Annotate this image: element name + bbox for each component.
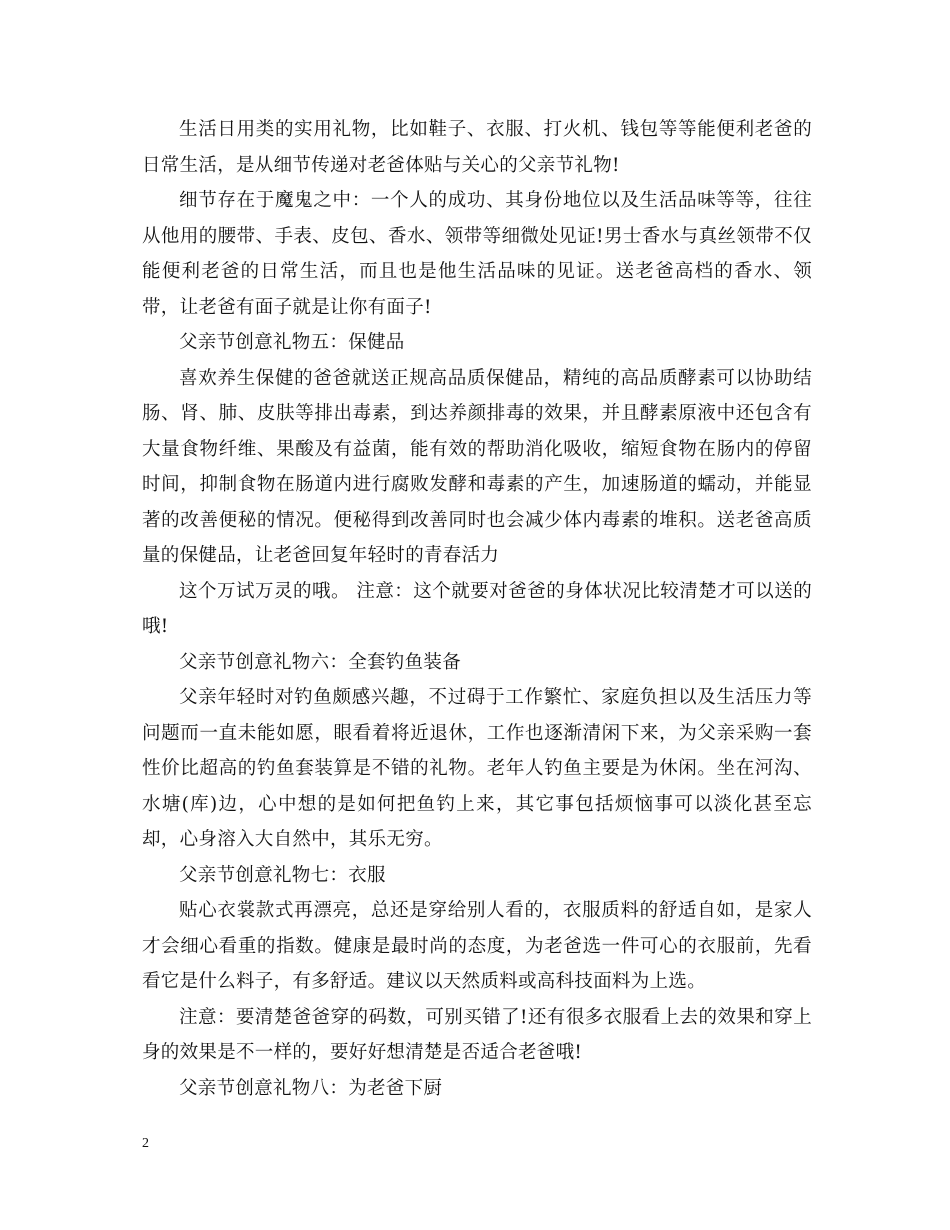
section-heading: 父亲节创意礼物五：保健品	[179, 332, 405, 353]
paragraph: 细节存在于魔鬼之中：一个人的成功、其身份地位以及生活品味等等，往往从他用的腰带、手表、皮包、香水、领带等细微处见证!男士香水与真丝领带不仅能便利老爸的日常生活，而且也是他生活品味的见证。送老爸高档的香水、领带，让老爸有面子就是让你有面子!	[142, 190, 812, 318]
section-heading: 父亲节创意礼物六：全套钓鱼装备	[179, 651, 462, 673]
paragraph: 贴心衣裳款式再漂亮，总还是穿给别人看的，衣服质料的舒适自如，是家人才会细心看重的指数。健康是最时尚的态度，为老爸选一件可心的衣服前，先看看它是什么料子，有多舒适。建议以天然质料或高科技面料为上选。	[142, 900, 812, 992]
paragraph: 喜欢养生保健的爸爸就送正规高品质保健品，精纯的高品质酵素可以协助结肠、肾、肺、皮肤等排出毒素，到达养颜排毒的效果，并且酵素原液中还包含有大量食物纤维、果酸及有益菌，能有效的帮助消化吸收，缩短食物在肠内的停留时间，抑制食物在肠道内进行腐败发酵和毒素的产生，加速肠道的蠕动，并能显著的改善便秘的情况。便秘得到改善同时也会减少体内毒素的堆积。送老爸高质量的保健品，让老爸回复年轻时的青春活力	[142, 367, 812, 566]
document-body	[142, 112, 812, 1106]
paragraph: 父亲年轻时对钓鱼颇感兴趣，不过碍于工作繁忙、家庭负担以及生活压力等问题而一直未能如愿，眼看着将近退休，工作也逐渐清闲下来，为父亲采购一套性价比超高的钓鱼套装算是不错的礼物。老年人钓鱼主要是为休闲。坐在河沟、水塘(库)边，心中想的是如何把鱼钓上来，其它事包括烦恼事可以淡化甚至忘却，心身溶入大自然中，其乐无穷。	[142, 687, 812, 850]
paragraph: 生活日用类的实用礼物，比如鞋子、衣服、打火机、钱包等等能便利老爸的日常生活，是从细节传递对老爸体贴与关心的父亲节礼物!	[142, 119, 812, 176]
section-heading: 父亲节创意礼物八：为老爸下厨	[179, 1077, 443, 1099]
section-heading: 父亲节创意礼物七：衣服	[179, 864, 386, 886]
page-number: 2	[142, 1136, 149, 1151]
paragraph: 这个万试万灵的哦。 注意：这个就要对爸爸的身体状况比较清楚才可以送的哦!	[142, 580, 812, 637]
paragraph: 注意：要清楚爸爸穿的码数，可别买错了!还有很多衣服看上去的效果和穿上身的效果是不一样的，要好好想清楚是否适合老爸哦!	[142, 1006, 812, 1063]
